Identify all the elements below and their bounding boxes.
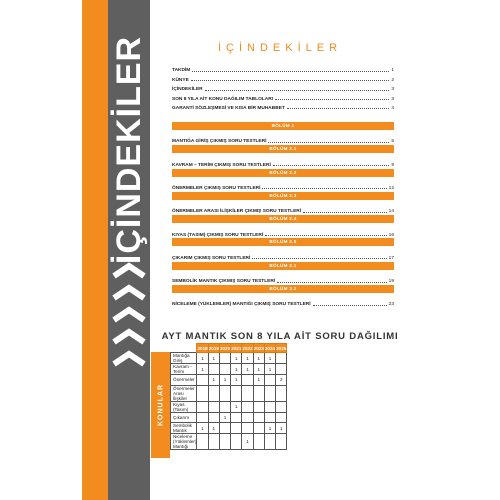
toc-leader-dots <box>273 165 390 166</box>
count-cell: 1 <box>208 353 219 364</box>
toc-section-entry <box>172 251 394 260</box>
section-header-bar: BÖLÜM 2.5 <box>172 238 394 246</box>
section-header-bar: BÖLÜM 1 <box>172 122 394 130</box>
count-cell <box>231 423 242 434</box>
toc-section <box>172 262 394 285</box>
count-cell <box>197 385 208 401</box>
count-cell: 1 <box>231 353 242 364</box>
table-row <box>171 423 287 434</box>
topic-cell: Önermeler Arası İlişkiler <box>171 385 197 401</box>
count-cell <box>197 412 208 423</box>
toc-leader-dots <box>303 212 387 213</box>
count-cell: 1 <box>219 375 230 386</box>
topic-cell: Kıyas (Tasım) <box>171 401 197 412</box>
topic-cell: Kavram - Terim <box>171 364 197 375</box>
toc-section-entry <box>172 135 394 144</box>
count-cell <box>276 385 287 401</box>
toc-leader-dots <box>313 305 387 306</box>
toc-leader-dots <box>275 99 389 100</box>
topic-cell: Çıkarım <box>171 412 197 423</box>
toc-entry-label: KIYAS (TASIM) ÇIKMIŞ SORU TESTLERİ <box>172 232 264 238</box>
toc-title: İÇİNDEKİLER <box>217 42 343 54</box>
count-cell <box>242 385 253 401</box>
count-cell: 1 <box>264 364 275 375</box>
toc-entry-label: TAKDİM <box>172 68 191 74</box>
section-header-bar: BÖLÜM 3.2 <box>172 285 394 293</box>
year-header: 2022 <box>242 345 253 351</box>
count-cell: 1 <box>197 364 208 375</box>
toc-entry-label: KAVRAM – TERİM ÇIKMIŞ SORU TESTLERİ <box>172 162 271 168</box>
toc-entry-page: 4 <box>391 105 394 111</box>
count-cell <box>219 434 230 450</box>
count-cell <box>208 385 219 401</box>
toc-entry <box>172 92 394 101</box>
toc-entry-page: 9 <box>391 162 394 168</box>
count-cell <box>276 434 287 450</box>
toc-leader-dots <box>262 188 386 189</box>
toc-entry-label: MANTIĞA GİRİŞ ÇIKMIŞ SORU TESTLERİ <box>172 139 267 145</box>
toc-entry <box>172 73 394 82</box>
toc-entry-label: SON 8 YILA AİT KONU DAĞILIM TABLOLARI <box>172 96 273 102</box>
distribution-title: AYT MANTIK SON 8 YILA AİT SORU DAĞILIMI <box>161 331 399 342</box>
section-header-bar: BÖLÜM 2.4 <box>172 215 394 223</box>
distribution-table <box>170 343 287 450</box>
toc-front-matter <box>172 64 394 111</box>
year-header: 2024 <box>264 345 276 351</box>
toc-leader-dots <box>205 90 390 91</box>
toc-entry-page: 14 <box>388 209 394 215</box>
section-header-bar: BÖLÜM 2.1 <box>172 145 394 153</box>
count-cell: 1 <box>242 364 253 375</box>
toc-leader-dots <box>191 80 390 81</box>
toc-entry-page: 23 <box>388 302 394 308</box>
toc-section-entry <box>172 158 394 167</box>
toc-section <box>172 285 394 308</box>
count-cell <box>242 401 253 412</box>
toc-section-entry <box>172 298 394 307</box>
year-header-row <box>171 344 287 353</box>
count-cell <box>276 412 287 423</box>
count-cell: 1 <box>197 423 208 434</box>
toc-section <box>172 122 394 145</box>
count-cell: 1 <box>219 412 230 423</box>
banner-orange-stripe <box>82 0 108 500</box>
year-header: 2020 <box>219 345 231 351</box>
toc-entry-label: GARANTİ SÖZLEŞMESİ VE KISA BİR MUHABBET <box>172 105 285 111</box>
toc-entry-page: 17 <box>388 255 394 261</box>
toc-leader-dots <box>192 71 389 72</box>
count-cell: 1 <box>231 375 242 386</box>
count-cell <box>231 412 242 423</box>
count-cell <box>231 385 242 401</box>
count-cell: 1 <box>231 401 242 412</box>
toc-entry-page: 12 <box>388 185 394 191</box>
count-cell: 1 <box>231 364 242 375</box>
count-cell <box>219 385 230 401</box>
toc-section <box>172 145 394 168</box>
count-cell <box>219 364 230 375</box>
topic-cell: Niceleme (Yüklemler) Mantığı <box>171 434 197 450</box>
toc-section-entry <box>172 182 394 191</box>
toc-leader-dots <box>252 258 386 259</box>
count-cell <box>219 353 230 364</box>
count-cell: 1 <box>242 353 253 364</box>
count-cell: 1 <box>197 353 208 364</box>
count-cell <box>264 434 275 450</box>
count-cell: 2 <box>276 375 287 386</box>
topic-cell: Sembolik Mantık <box>171 423 197 434</box>
count-cell <box>276 353 287 364</box>
toc-sections <box>172 122 394 308</box>
distribution-body <box>171 353 287 450</box>
toc-entry-label: ÖNERMELER ARASI İLİŞKİLER ÇIKMIŞ SORU TESTLERİ <box>172 209 302 215</box>
toc-section-entry <box>172 205 394 214</box>
count-cell <box>242 412 253 423</box>
header-blank <box>171 344 197 353</box>
count-cell: 1 <box>253 375 264 386</box>
count-cell <box>242 375 253 386</box>
count-cell <box>264 412 275 423</box>
count-cell <box>276 364 287 375</box>
toc-section-entry <box>172 228 394 237</box>
count-cell <box>264 385 275 401</box>
count-cell: 1 <box>208 423 219 434</box>
topic-cell: Mantığa Giriş <box>171 353 197 364</box>
toc-leader-dots <box>265 235 387 236</box>
toc-leader-dots <box>277 282 387 283</box>
count-cell <box>242 423 253 434</box>
count-cell <box>264 375 275 386</box>
toc-entry-label: ÇIKARIM ÇIKMIŞ SORU TESTLERİ <box>172 255 251 261</box>
toc-entry-page: 3 <box>391 96 394 102</box>
table-row <box>171 375 287 386</box>
count-cell <box>253 423 264 434</box>
toc-entry-label: ÖNERMELER ÇIKMIŞ SORU TESTLERİ <box>172 185 261 191</box>
toc-entry-label: SEMBOLİK MANTIK ÇIKMIŞ SORU TESTLERİ <box>172 279 276 285</box>
topic-cell: Önermeler <box>171 375 197 386</box>
count-cell <box>231 434 242 450</box>
toc-entry-page: 19 <box>388 279 394 285</box>
table-row <box>171 412 287 423</box>
year-header: 2023 <box>253 345 264 351</box>
toc-entry-label: NİCELEME (YÜKLEMLER) MANTIĞI ÇIKMIŞ SORU TESTLERİ <box>172 302 311 308</box>
section-header-bar: BÖLÜM 2.3 <box>172 192 394 200</box>
count-cell: 1 <box>264 423 275 434</box>
table-row <box>171 434 287 450</box>
toc-section <box>172 238 394 261</box>
count-cell <box>197 375 208 386</box>
chevrons-icon <box>110 262 148 372</box>
toc-section <box>172 169 394 192</box>
toc-leader-dots <box>268 142 389 143</box>
table-row <box>171 353 287 364</box>
count-cell <box>264 401 275 412</box>
count-cell: 1 <box>253 364 264 375</box>
toc-leader-dots <box>287 108 390 109</box>
toc-entry-page: 1 <box>391 68 394 74</box>
count-cell: 1 <box>264 353 275 364</box>
section-header-bar: BÖLÜM 2.2 <box>172 169 394 177</box>
topics-side-label <box>151 352 170 458</box>
banner-title: İÇİNDEKİLER <box>110 35 148 265</box>
table-row <box>171 401 287 412</box>
count-cell <box>208 401 219 412</box>
count-cell <box>197 401 208 412</box>
section-header-bar: BÖLÜM 3.1 <box>172 262 394 270</box>
count-cell <box>219 423 230 434</box>
topics-side-label-text: KONULAR <box>157 384 164 426</box>
count-cell <box>276 401 287 412</box>
toc-section-entry <box>172 275 394 284</box>
toc-entry-page: 3 <box>391 87 394 93</box>
count-cell: 1 <box>253 353 264 364</box>
toc-entry <box>172 64 394 73</box>
toc-section <box>172 192 394 215</box>
count-cell <box>253 434 264 450</box>
count-cell: 1 <box>242 434 253 450</box>
year-header: 2019 <box>208 345 219 351</box>
count-cell <box>253 385 264 401</box>
year-header: 2018 <box>197 345 208 351</box>
count-cell <box>253 401 264 412</box>
count-cell <box>208 434 219 450</box>
table-row <box>171 364 287 375</box>
toc-section <box>172 215 394 238</box>
toc-entry <box>172 83 394 92</box>
count-cell <box>208 364 219 375</box>
count-cell: 1 <box>276 423 287 434</box>
toc-entry-label: İÇİNDEKİLER <box>172 87 203 93</box>
year-header: 2025 <box>276 345 287 351</box>
toc-entry-label: KÜNYE <box>172 77 189 83</box>
count-cell <box>197 434 208 450</box>
toc-entry <box>172 102 394 111</box>
count-cell <box>219 401 230 412</box>
count-cell <box>253 412 264 423</box>
toc-entry-page: 16 <box>388 232 394 238</box>
side-banner <box>82 0 150 500</box>
toc-entry-page: 2 <box>391 77 394 83</box>
count-cell <box>208 412 219 423</box>
year-header: 2021 <box>231 345 242 351</box>
table-row <box>171 385 287 401</box>
toc-entry-page: 5 <box>391 139 394 145</box>
count-cell: 1 <box>208 375 219 386</box>
